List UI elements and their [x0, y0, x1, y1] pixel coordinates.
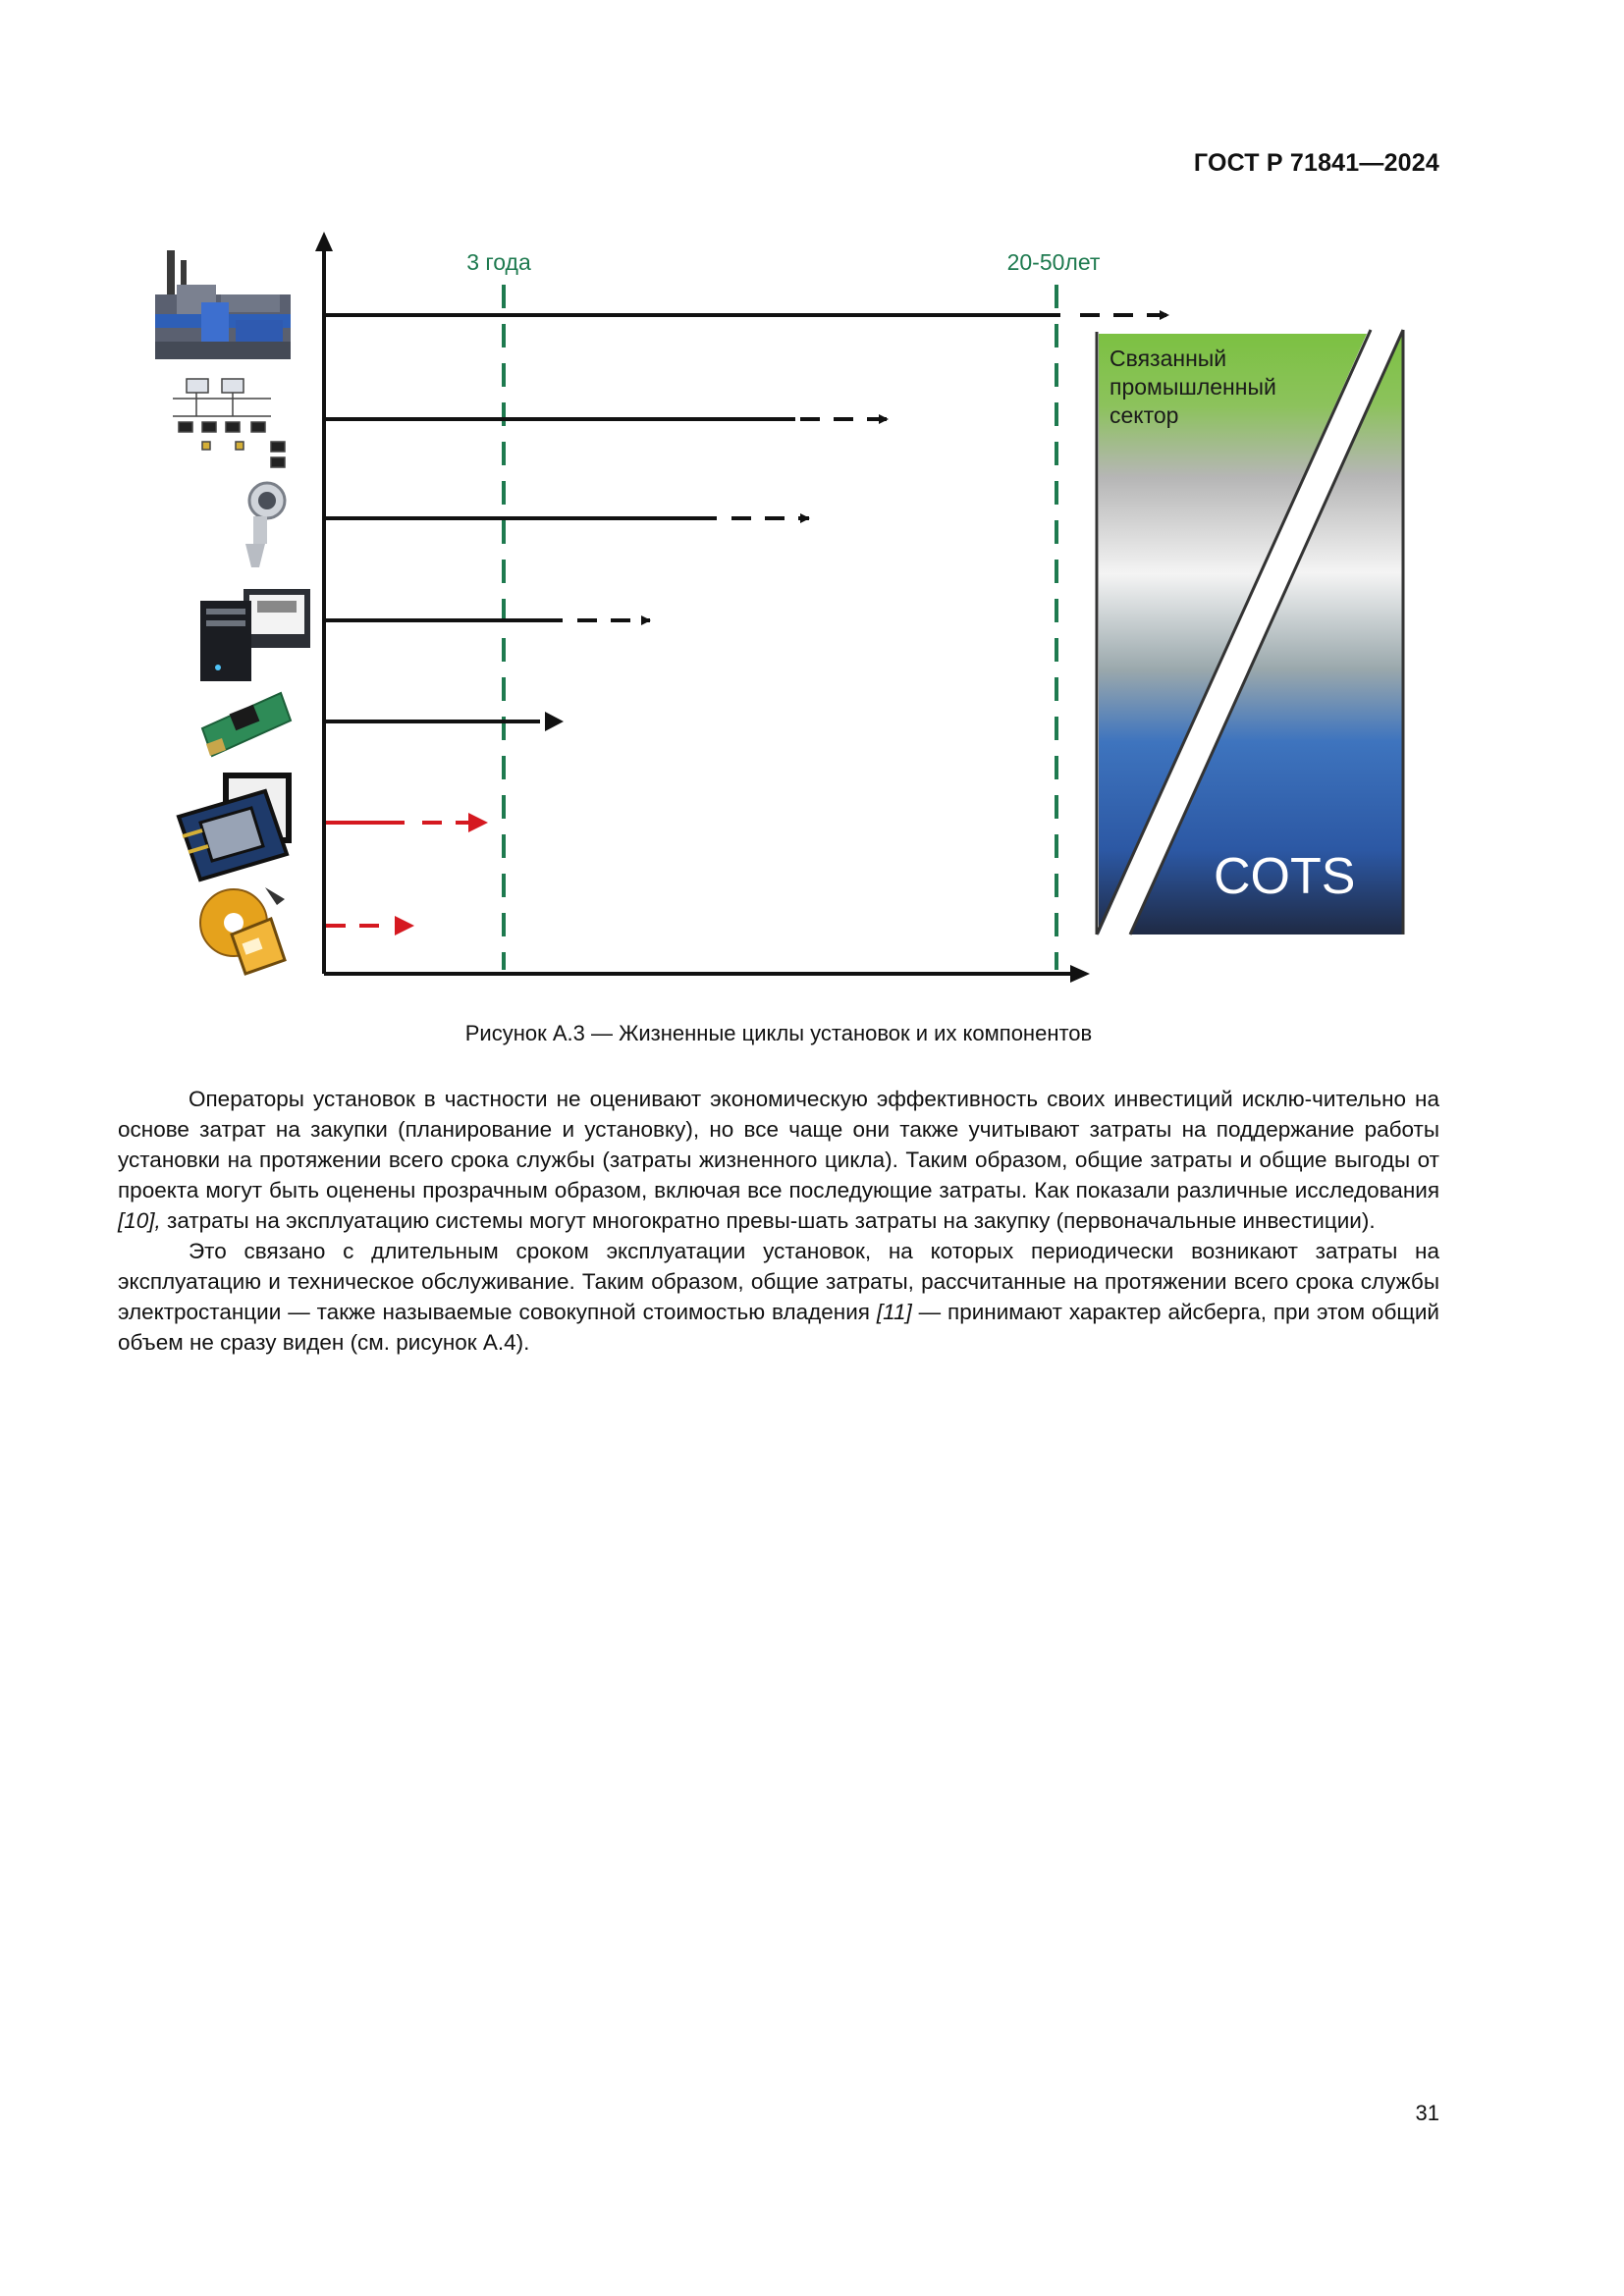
microchip-icon [179, 775, 289, 880]
page-number: 31 [1415, 2101, 1439, 2125]
document-code-header: ГОСТ Р 71841—2024 [1193, 149, 1439, 177]
guide-label-20-50-years: 20-50лет [1006, 249, 1101, 275]
x-axis-arrowhead [1070, 965, 1090, 983]
software-disks-icon [200, 887, 285, 974]
y-axis-arrowhead [315, 232, 333, 251]
lifecycle-figure [0, 0, 1624, 1021]
paragraph-2-text-a: Это связано с длительным сроком эксплуатации установок, на которых периодически возникают затраты на эксплуатацию и техническое обслуживание. Таким образом, общие затраты, рассчитанные на протяжении всего срока службы электростанции — также называемые совокупной стоимостью владения [118, 1239, 1439, 1324]
paragraph-1-text-b: затраты на эксплуатацию системы могут многократно превы-шать затраты на закупку (первоначальные инвестиции). [160, 1208, 1376, 1233]
band-label-cots: COTS [1214, 848, 1356, 905]
paragraph-2 [118, 1236, 1439, 1358]
lifecycle-arrowhead-card [545, 712, 564, 731]
lifecycle-arrowhead-software [395, 916, 414, 935]
paragraph-2-text-b: — принимают характер айсберга, при этом общий объем не сразу виден (см. рисунок А.4). [118, 1300, 1439, 1355]
reference-11: [11] [876, 1300, 912, 1324]
pc-tower-monitor-icon [200, 589, 310, 681]
paragraph-1 [118, 1084, 1439, 1236]
control-network-icon [173, 379, 285, 467]
figure-caption: Рисунок А.3 — Жизненные циклы установок и их компонентов [464, 1021, 1093, 1045]
lifecycle-arrowhead-chip [468, 813, 488, 832]
reference-10: [10], [118, 1208, 161, 1233]
paragraph-1-text-a: Операторы установок в частности не оценивают экономическую эффективность своих инвестиций исклю-чительно на основе затрат на закупки (планирование и установку), но все чаще они также учитывают затраты на поддержание работы установки на протяжении всего срока службы (затраты жизненного цикла). Таким образом, общие затраты и общие выгоды от проекта могут быть оценены прозрачным образом, включая все последующие затраты. Как показали различные исследования [118, 1087, 1439, 1202]
power-plant-icon [155, 250, 291, 359]
field-transmitter-icon [245, 483, 285, 567]
guide-label-3-years: 3 года [466, 249, 531, 275]
body-text [118, 1084, 1439, 1358]
expansion-card-icon [202, 693, 291, 756]
band-label-line-2: промышленный [1110, 374, 1276, 400]
band-label-line-1: Связанный [1110, 346, 1227, 371]
band-label-line-3: сектор [1110, 402, 1179, 428]
